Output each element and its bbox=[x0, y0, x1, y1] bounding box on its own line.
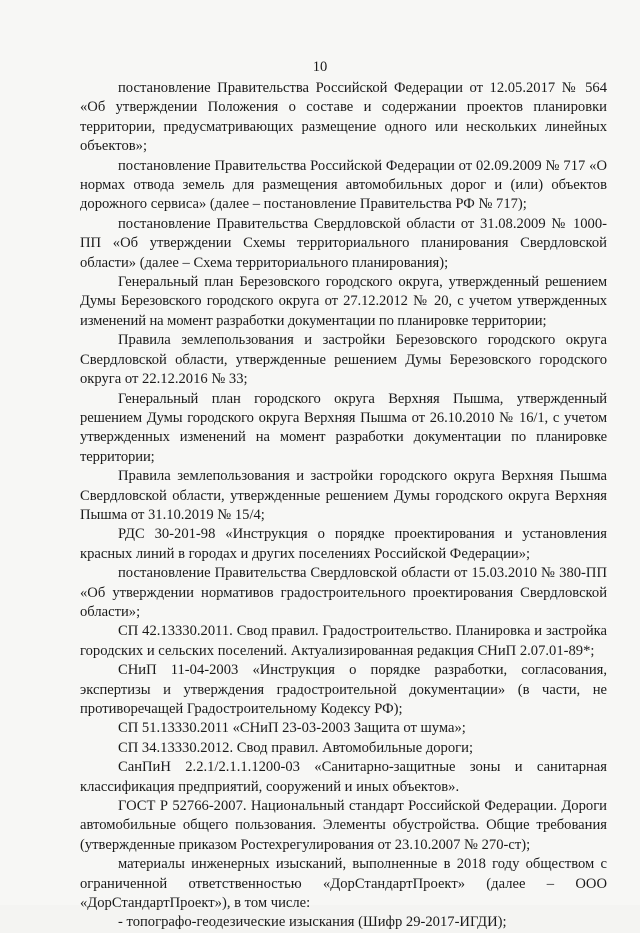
paragraph-13: СП 34.13330.2012. Свод правил. Автомобильные дороги; bbox=[118, 739, 474, 756]
paragraph-15: ГОСТ Р 52766-2007. Национальный стандарт Российской Федерации. Дороги автомобильные общего пользования. Элементы обустройства. Общие требования (утвержденные приказом Ростехрегулирования от 23.10.2007 № 270-ст); bbox=[80, 798, 607, 853]
paragraph-8: РДС 30-201-98 «Инструкция о порядке проектирования и установления красных линий в городах и других поселениях Российской Федерации»; bbox=[80, 526, 607, 562]
paragraph-12: СП 51.13330.2011 «СНиП 23-03-2003 Защита от шума»; bbox=[118, 720, 466, 737]
paragraph-5: Правила землепользования и застройки Березовского городского округа Свердловской области, утвержденные решением Думы Березовского городского округа от 22.12.2016 № 33; bbox=[80, 332, 607, 388]
paragraph-14: СанПиН 2.2.1/2.1.1.1200-03 «Санитарно-защитные зоны и санитарная классификация предприятий, сооружений и иных объектов». bbox=[80, 759, 607, 795]
paragraph-11: СНиП 11-04-2003 «Инструкция о порядке разработки, согласования, экспертизы и утверждения градостроительной документации» (в части, не противоречащей Градостроительному Кодексу РФ); bbox=[80, 662, 607, 717]
paragraph-4: Генеральный план Березовского городского округа, утвержденный решением Думы Березовского городского округа от 27.12.2012 № 20, с учетом утвержденных изменений на момент разработки документации по планировке территории; bbox=[80, 274, 607, 329]
paragraph-1: постановление Правительства Российской Федерации от 12.05.2017 № 564 «Об утверждении Положения о составе и содержании проектов планировки территории, предусматривающих размещение одного или нескольких линейных объектов»; bbox=[80, 80, 607, 155]
page-number: 10 bbox=[312, 59, 328, 75]
paragraph-16: материалы инженерных изысканий, выполненные в 2018 году обществом с ограниченной ответственностью «ДорСтандартПроект» (далее – ООО «ДорСтандартПроект»), в том числе: bbox=[80, 856, 607, 912]
document-body bbox=[80, 79, 607, 933]
paragraph-17: - топографо-геодезические изыскания (Шифр 29-2017-ИГДИ); bbox=[118, 914, 507, 931]
paragraph-10: СП 42.13330.2011. Свод правил. Градостроительство. Планировка и застройка городских и сельских поселений. Актуализированная редакция СНиП 2.07.01-89*; bbox=[80, 623, 607, 659]
paragraph-9: постановление Правительства Свердловской области от 15.03.2010 № 380-ПП «Об утверждении нормативов градостроительного проектирования Свердловской области»; bbox=[80, 565, 607, 620]
paragraph-3: постановление Правительства Свердловской области от 31.08.2009 № 1000-ПП «Об утверждении Схемы территориального планирования Свердловской области» (далее – Схема территориального планирования); bbox=[80, 215, 607, 271]
paragraph-2: постановление Правительства Российской Федерации от 02.09.2009 № 717 «О нормах отвода земель для размещения автомобильных дорог и (или) объектов дорожного сервиса» (далее – постановление Правительства РФ № 717); bbox=[80, 157, 607, 213]
paragraph-7: Правила землепользования и застройки городского округа Верхняя Пышма Свердловской области, утвержденные решением Думы городского округа Верхняя Пышма от 31.10.2019 № 15/4; bbox=[80, 468, 607, 523]
paragraph-6: Генеральный план городского округа Верхняя Пышма, утвержденный решением Думы городского округа Верхняя Пышма от 26.10.2010 № 16/1, с учетом утвержденных изменений на момент разработки документации по планировке территории; bbox=[80, 390, 607, 465]
